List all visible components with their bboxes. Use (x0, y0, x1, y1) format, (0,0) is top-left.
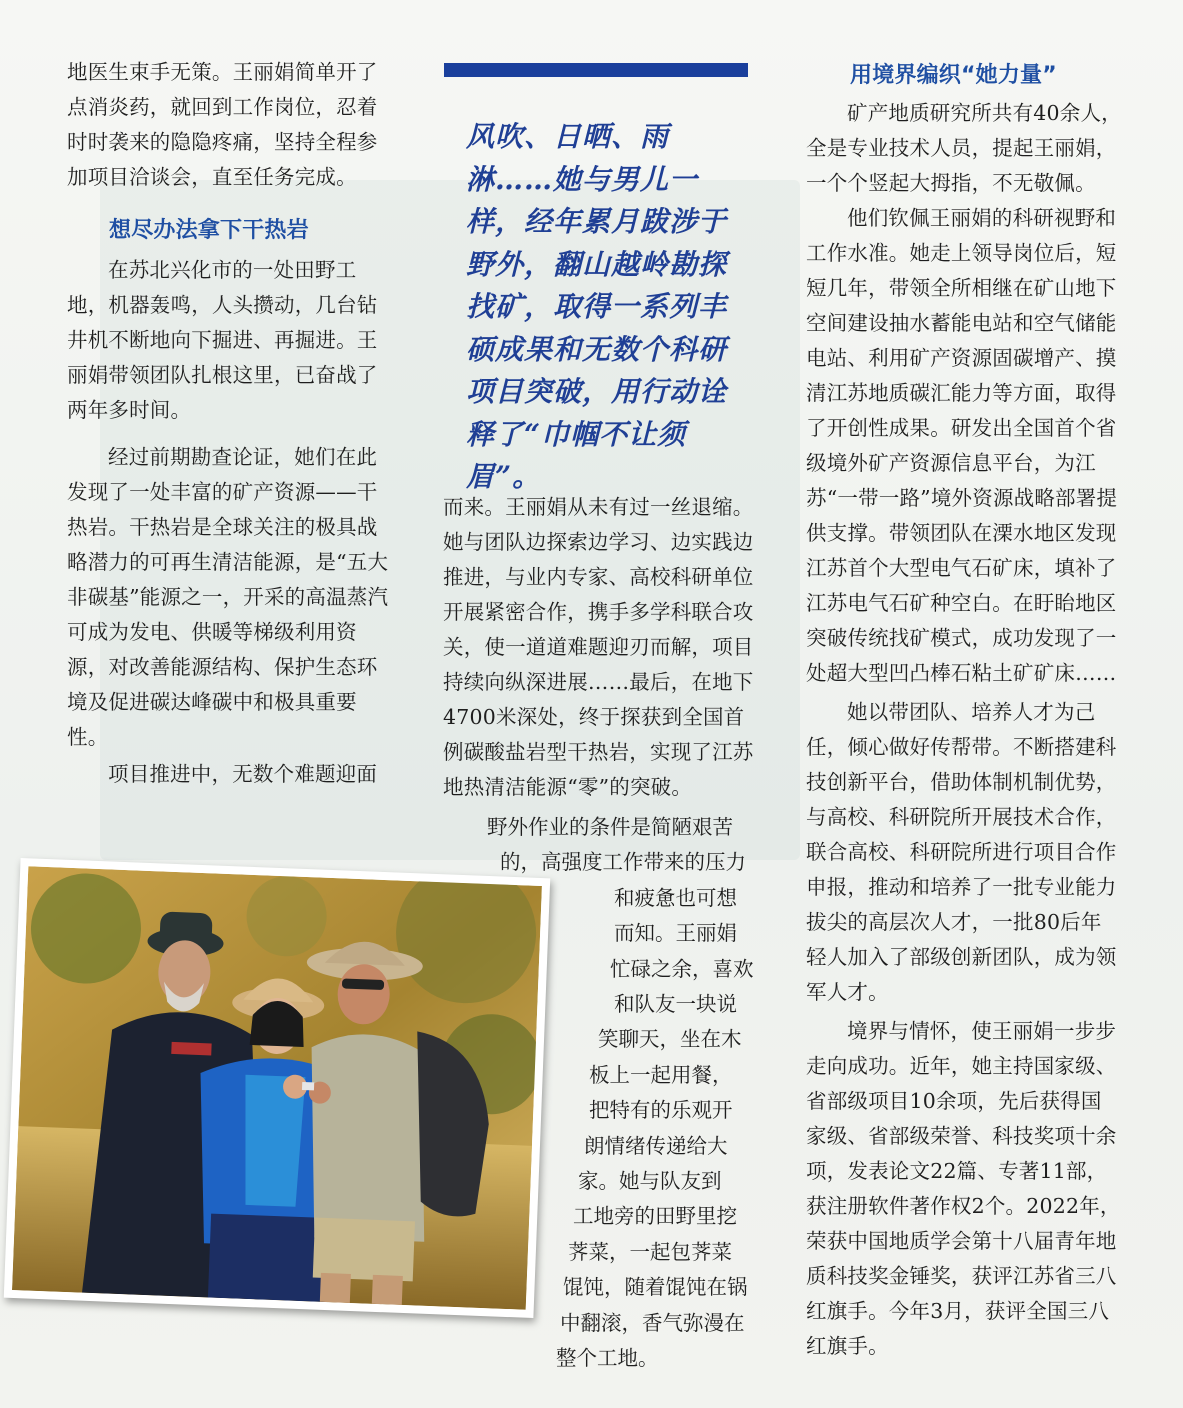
wrapped-line: 而知。王丽娟 (614, 921, 737, 946)
field-photo (4, 858, 551, 1318)
wrapped-line: 把特有的乐观开 (589, 1098, 733, 1123)
column-left (67, 55, 389, 792)
column-middle (443, 490, 755, 805)
wrapped-line: 野外作业的条件是简陋艰苦 (487, 815, 733, 839)
wrapped-line: 笑聊天，坐在木 (598, 1027, 742, 1052)
wrapped-line: 板上一起用餐， (589, 1062, 733, 1087)
wrapped-line: 的，高强度工作带来的压力 (500, 850, 746, 875)
paragraph: 境界与情怀，使王丽娟一步步走向成功。近年，她主持国家级、省部级项目10余项，先后获得国家级、省部级荣誉、科技奖项十余项，发表论文22篇、专著11部，获注册软件著作权2个。2022年，荣获中国地质学会第十八届青年地质科技奖金锤奖，获评江苏省三八红旗手。今年3月，获评全国三八红旗手。 (806, 1019, 1121, 1358)
section-heading: 用境界编织“她力量” (850, 63, 1057, 88)
paragraph: 地医生束手无策。王丽娟简单开了点消炎药，就回到工作岗位，忍着时时袭来的隐隐疼痛，坚持全程参加项目洽谈会，直至任务完成。 (67, 60, 378, 189)
wrapped-line: 工地旁的田野里挖 (573, 1204, 737, 1229)
paragraph: 他们钦佩王丽娟的科研视野和工作水准。她走上领导岗位后，短短几年，带领全所相继在矿山地下空间建设抽水蓄能电站和空气储能电站、利用矿产资源固碳增产、摸清江苏地质碳汇能力等方面，取得了开创性成果。研发出全国首个省级境外矿产资源信息平台，为江苏“一带一路”境外资源战略部署提供支撑。带领团队在溧水地区发现江苏首个大型电气石矿床，填补了江苏电气石矿种空白。在盱眙地区突破传统找矿模式，成功发现了一处超大型凹凸棒石粘土矿矿床…… (806, 206, 1118, 685)
paragraph: 经过前期勘查论证，她们在此发现了一处丰富的矿产资源——干热岩。干热岩是全球关注的极具战略潜力的可再生清洁能源，是“五大非碳基”能源之一，开采的高温蒸汽可成为发电、供暖等梯级利用资源，对改善能源结构、保护生态环境及促进碳达峰碳中和极具重要性。 (67, 445, 389, 749)
pull-quote: 风吹、日晒、雨淋……她与男儿一样，经年累月跋涉于野外，翻山越岭勘探找矿，取得一系列丰硕成果和无数个科研项目突破，用行动诠释了“巾帼不让须眉”。 (466, 120, 728, 493)
section-heading: 想尽办法拿下干热岩 (109, 218, 309, 243)
wrapped-line: 朗情绪传递给大 (584, 1133, 728, 1158)
paragraph: 项目推进中，无数个难题迎面 (108, 762, 378, 786)
wrapped-line: 中翻滚，香气弥漫在 (560, 1310, 745, 1335)
paragraph: 矿产地质研究所共有40余人，全是专业技术人员，提起王丽娟，一个个竖起大拇指，不无敬佩。 (806, 101, 1122, 195)
wrapped-line: 馄饨，随着馄饨在锅 (563, 1275, 748, 1300)
wrapped-line: 和队友一块说 (614, 992, 737, 1016)
photo-image (12, 866, 542, 1309)
paragraph: 而来。王丽娟从未有过一丝退缩。她与团队边探索边学习、边实践边推进，与业内专家、高校科研单位开展紧密合作，携手多学科联合攻关，使一道道难题迎刃而解，项目持续向纵深进展……最后，在地下4700米深处，终于探获到全国首例碳酸盐岩型干热岩，实现了江苏地热清洁能源“零”的突破。 (443, 495, 754, 799)
decorative-bar (444, 63, 748, 77)
wrapped-line: 忙碌之余，喜欢 (610, 956, 754, 981)
paragraph: 在苏北兴化市的一处田野工地，机器轰鸣，人头攒动，几台钻井机不断地向下掘进、再掘进。王丽娟带领团队扎根这里，已奋战了两年多时间。 (67, 258, 378, 422)
wrapped-line: 整个工地。 (556, 1346, 659, 1370)
column-right (806, 58, 1122, 1364)
wrapped-line: 和疲惫也可想 (614, 885, 737, 910)
wrapped-line: 家。她与队友到 (578, 1169, 722, 1193)
paragraph: 她以带团队、培养人才为己任，倾心做好传帮带。不断搭建科技创新平台，借助体制机制优势，与高校、科研院所开展技术合作，联合高校、科研院所进行项目合作申报，推动和培养了一批专业能力拔尖的高层次人才，一批80后年轻人加入了部级创新团队，成为领军人才。 (806, 700, 1117, 1004)
wrapped-line: 荠菜，一起包荠菜 (568, 1239, 732, 1264)
